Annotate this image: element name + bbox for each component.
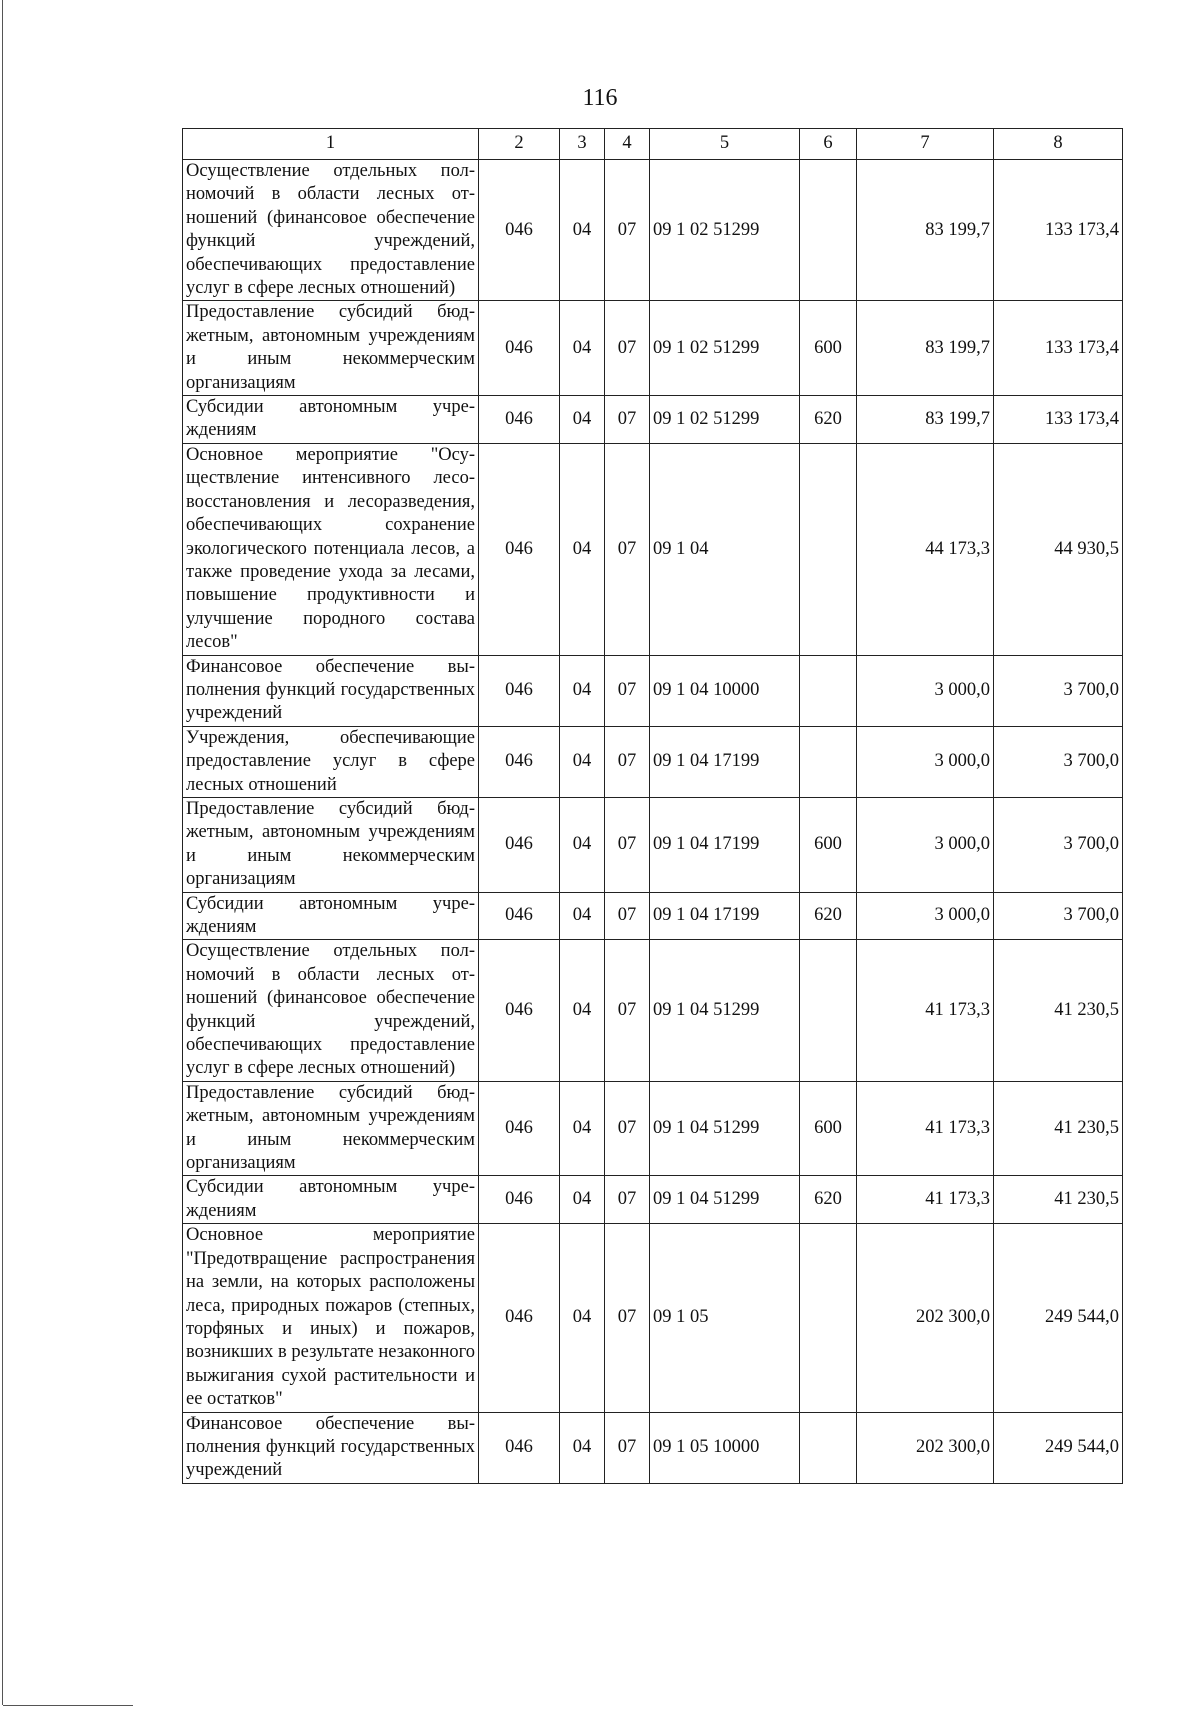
target-article-cell: 09 1 05 — [650, 1224, 800, 1412]
table-row — [183, 655, 1123, 726]
subsection-code-cell: 07 — [605, 396, 650, 444]
header-col-6: 6 — [800, 129, 857, 160]
target-article-cell: 09 1 04 51299 — [650, 1081, 800, 1176]
amount-col7-cell: 202 300,0 — [857, 1412, 994, 1483]
subsection-code-cell: 07 — [605, 160, 650, 301]
header-row — [183, 129, 1123, 160]
amount-col7-cell: 3 000,0 — [857, 655, 994, 726]
expense-type-cell: 600 — [800, 301, 857, 396]
header-col-3: 3 — [560, 129, 605, 160]
subsection-code-cell: 07 — [605, 726, 650, 797]
amount-col8-cell: 44 930,5 — [994, 443, 1123, 655]
section-code-cell: 04 — [560, 160, 605, 301]
table-row — [183, 1224, 1123, 1412]
scan-bottom-edge — [3, 1705, 133, 1706]
ministry-code-cell: 046 — [479, 892, 560, 940]
target-article-cell: 09 1 04 17199 — [650, 797, 800, 892]
header-col-5: 5 — [650, 129, 800, 160]
ministry-code-cell: 046 — [479, 443, 560, 655]
header-col-4: 4 — [605, 129, 650, 160]
section-code-cell: 04 — [560, 301, 605, 396]
section-code-cell: 04 — [560, 940, 605, 1081]
ministry-code-cell: 046 — [479, 1081, 560, 1176]
table-row — [183, 301, 1123, 396]
amount-col7-cell: 202 300,0 — [857, 1224, 994, 1412]
expense-type-cell: 620 — [800, 892, 857, 940]
header-col-2: 2 — [479, 129, 560, 160]
section-code-cell: 04 — [560, 1081, 605, 1176]
amount-col7-cell: 41 173,3 — [857, 1176, 994, 1224]
target-article-cell: 09 1 02 51299 — [650, 160, 800, 301]
header-col-1: 1 — [183, 129, 479, 160]
section-code-cell: 04 — [560, 655, 605, 726]
amount-col8-cell: 3 700,0 — [994, 726, 1123, 797]
table-row — [183, 1412, 1123, 1483]
row-name-cell: Финансовое обеспечение выполнения функций государственных учреждений — [183, 655, 479, 726]
row-name-cell: Субсидии автономным учреждениям — [183, 396, 479, 444]
amount-col7-cell: 3 000,0 — [857, 797, 994, 892]
subsection-code-cell: 07 — [605, 301, 650, 396]
ministry-code-cell: 046 — [479, 1176, 560, 1224]
row-name-cell: Учреждения, обеспечивающие предоставление услуг в сфере лесных отношений — [183, 726, 479, 797]
target-article-cell: 09 1 05 10000 — [650, 1412, 800, 1483]
target-article-cell: 09 1 04 17199 — [650, 892, 800, 940]
subsection-code-cell: 07 — [605, 443, 650, 655]
amount-col8-cell: 41 230,5 — [994, 1081, 1123, 1176]
ministry-code-cell: 046 — [479, 940, 560, 1081]
header-col-7: 7 — [857, 129, 994, 160]
ministry-code-cell: 046 — [479, 1224, 560, 1412]
expense-type-cell — [800, 443, 857, 655]
section-code-cell: 04 — [560, 1224, 605, 1412]
amount-col8-cell: 3 700,0 — [994, 655, 1123, 726]
amount-col7-cell: 44 173,3 — [857, 443, 994, 655]
subsection-code-cell: 07 — [605, 940, 650, 1081]
target-article-cell: 09 1 02 51299 — [650, 396, 800, 444]
subsection-code-cell: 07 — [605, 797, 650, 892]
expense-type-cell: 620 — [800, 396, 857, 444]
table-row — [183, 726, 1123, 797]
amount-col8-cell: 41 230,5 — [994, 940, 1123, 1081]
budget-table — [182, 128, 1123, 1484]
section-code-cell: 04 — [560, 797, 605, 892]
ministry-code-cell: 046 — [479, 1412, 560, 1483]
amount-col8-cell: 41 230,5 — [994, 1176, 1123, 1224]
ministry-code-cell: 046 — [479, 655, 560, 726]
ministry-code-cell: 046 — [479, 301, 560, 396]
amount-col7-cell: 83 199,7 — [857, 160, 994, 301]
table-row — [183, 396, 1123, 444]
scan-left-edge — [2, 0, 3, 1705]
amount-col7-cell: 3 000,0 — [857, 726, 994, 797]
subsection-code-cell: 07 — [605, 1176, 650, 1224]
section-code-cell: 04 — [560, 443, 605, 655]
table-row — [183, 797, 1123, 892]
target-article-cell: 09 1 04 51299 — [650, 1176, 800, 1224]
amount-col7-cell: 3 000,0 — [857, 892, 994, 940]
amount-col8-cell: 249 544,0 — [994, 1412, 1123, 1483]
expense-type-cell — [800, 940, 857, 1081]
subsection-code-cell: 07 — [605, 1412, 650, 1483]
table-row — [183, 940, 1123, 1081]
row-name-cell: Предоставление субсидий бюджетным, автономным учреждениям и иным некоммерческим организациям — [183, 797, 479, 892]
target-article-cell: 09 1 04 — [650, 443, 800, 655]
expense-type-cell — [800, 1412, 857, 1483]
amount-col7-cell: 41 173,3 — [857, 940, 994, 1081]
subsection-code-cell: 07 — [605, 1081, 650, 1176]
amount-col8-cell: 3 700,0 — [994, 892, 1123, 940]
table-row — [183, 892, 1123, 940]
table-row — [183, 1176, 1123, 1224]
amount-col8-cell: 249 544,0 — [994, 1224, 1123, 1412]
row-name-cell: Осуществление отдельных полномочий в области лесных отношений (финансовое обеспечение функций учреждений, обеспечивающих предоставление услуг в сфере лесных отношений) — [183, 940, 479, 1081]
section-code-cell: 04 — [560, 396, 605, 444]
section-code-cell: 04 — [560, 1412, 605, 1483]
subsection-code-cell: 07 — [605, 1224, 650, 1412]
row-name-cell: Субсидии автономным учреждениям — [183, 892, 479, 940]
section-code-cell: 04 — [560, 1176, 605, 1224]
section-code-cell: 04 — [560, 726, 605, 797]
ministry-code-cell: 046 — [479, 160, 560, 301]
section-code-cell: 04 — [560, 892, 605, 940]
row-name-cell: Основное мероприятие "Предотвращение распространения на земли, на которых расположены леса, природных пожаров (степных, торфяных и иных) и пожаров, возникших в результате незаконного выжигания сухой растительности и ее остатков" — [183, 1224, 479, 1412]
row-name-cell: Субсидии автономным учреждениям — [183, 1176, 479, 1224]
row-name-cell: Основное мероприятие "Осуществление интенсивного лесовосстановления и лесоразведения, обеспечивающих сохранение экологического потенциала лесов, а также проведение ухода за лесами, повышение продуктивности и улучшение породного состава лесов" — [183, 443, 479, 655]
row-name-cell: Предоставление субсидий бюджетным, автономным учреждениям и иным некоммерческим организациям — [183, 301, 479, 396]
expense-type-cell — [800, 1224, 857, 1412]
amount-col7-cell: 83 199,7 — [857, 396, 994, 444]
table-row — [183, 443, 1123, 655]
table-row — [183, 1081, 1123, 1176]
target-article-cell: 09 1 02 51299 — [650, 301, 800, 396]
ministry-code-cell: 046 — [479, 797, 560, 892]
target-article-cell: 09 1 04 10000 — [650, 655, 800, 726]
expense-type-cell — [800, 726, 857, 797]
row-name-cell: Финансовое обеспечение выполнения функций государственных учреждений — [183, 1412, 479, 1483]
header-col-8: 8 — [994, 129, 1123, 160]
ministry-code-cell: 046 — [479, 396, 560, 444]
amount-col7-cell: 41 173,3 — [857, 1081, 994, 1176]
expense-type-cell: 600 — [800, 1081, 857, 1176]
amount-col8-cell: 3 700,0 — [994, 797, 1123, 892]
target-article-cell: 09 1 04 17199 — [650, 726, 800, 797]
page-number: 116 — [582, 85, 618, 111]
amount-col8-cell: 133 173,4 — [994, 160, 1123, 301]
expense-type-cell: 600 — [800, 797, 857, 892]
amount-col7-cell: 83 199,7 — [857, 301, 994, 396]
amount-col8-cell: 133 173,4 — [994, 396, 1123, 444]
expense-type-cell — [800, 655, 857, 726]
subsection-code-cell: 07 — [605, 892, 650, 940]
row-name-cell: Предоставление субсидий бюджетным, автономным учреждениям и иным некоммерческим организациям — [183, 1081, 479, 1176]
table-body — [183, 129, 1123, 1484]
row-name-cell: Осуществление отдельных полномочий в области лесных отношений (финансовое обеспечение функций учреждений, обеспечивающих предоставление услуг в сфере лесных отношений) — [183, 160, 479, 301]
ministry-code-cell: 046 — [479, 726, 560, 797]
table-row — [183, 160, 1123, 301]
target-article-cell: 09 1 04 51299 — [650, 940, 800, 1081]
expense-type-cell — [800, 160, 857, 301]
amount-col8-cell: 133 173,4 — [994, 301, 1123, 396]
expense-type-cell: 620 — [800, 1176, 857, 1224]
subsection-code-cell: 07 — [605, 655, 650, 726]
